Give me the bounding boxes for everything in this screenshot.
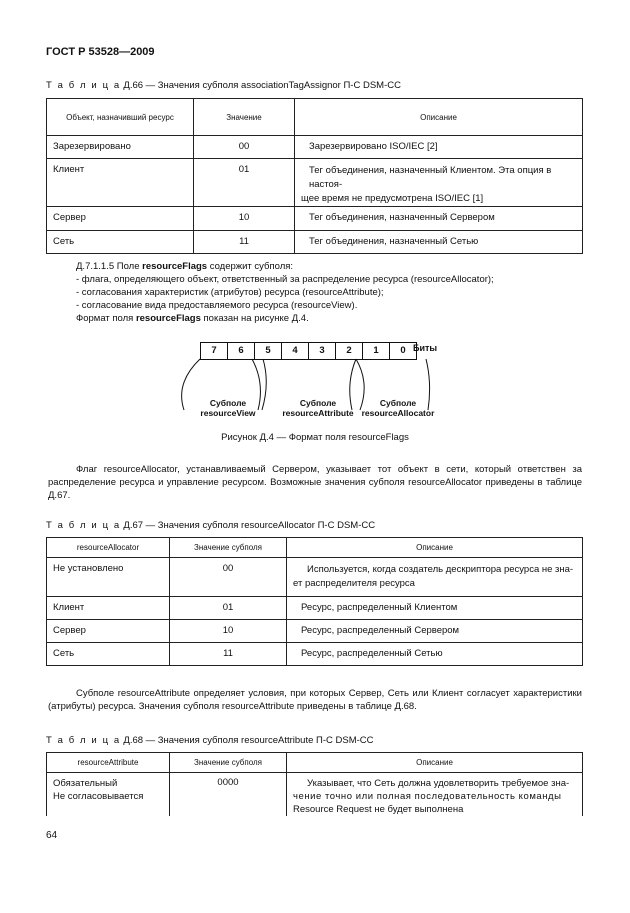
table-cell: Тег объединения, назначенный Сетью [295,231,583,254]
table-cell: Сервер [47,620,170,643]
cell-line: Используется, когда создатель дескриптора ресурса не зна- [307,564,574,575]
table-header-row [47,99,583,136]
table-cell: Ресурс, распределенный Сетью [287,643,583,666]
table-cell: 00 [170,558,287,597]
table-header-cell: Объект, назначивший ресурс [47,99,194,136]
bits-label: Биты [413,343,438,353]
table-cell: Сеть [47,643,170,666]
table-row [47,620,583,643]
table-row [47,773,583,817]
document-header: ГОСТ Р 53528—2009 [46,46,155,58]
text-run: Д.7.1.1.5 Поле [76,261,143,272]
label-line: Субполе [299,398,337,408]
text-run: Формат поля [76,313,136,324]
table-cell: 0000 [170,773,287,817]
list-item: - согласование вида предоставляемого ресурса (resourceView). [76,300,358,311]
table-67-caption [46,520,375,531]
cell-line: Resource Request не будет выполнена [293,804,464,815]
table-cell: 01 [170,597,287,620]
table-row [47,136,583,159]
label-line: Субполе [379,398,417,408]
cell-line: Обязательный [53,778,118,789]
table-67-caption-prefix: Т а б л и ц а [46,520,121,531]
table-cell: 00 [194,136,295,159]
label-line: Субполе [209,398,247,408]
table-header-cell: resourceAllocator [47,538,170,558]
table-row [47,597,583,620]
table-66 [46,98,583,254]
table-cell: Ресурс, распределенный Клиентом [287,597,583,620]
table-cell: Зарезервировано ISO/IEC [2] [295,136,583,159]
table-header-cell: Описание [287,753,583,773]
section-text [76,260,586,325]
list-item: - флага, определяющего объект, ответственный за распределение ресурса (resourceAllocator); [76,274,494,285]
bit-cell: 7 [200,342,228,360]
table-cell: Сервер [47,207,194,231]
bit-cell: 0 [390,342,417,360]
cell-line: Не согласовывается [53,791,144,802]
field-name: resourceFlags [135,313,201,324]
page-number: 64 [46,830,58,841]
label-resource-allocator [352,398,444,418]
table-cell: 10 [194,207,295,231]
table-68-caption [46,735,374,746]
section-line [76,260,586,273]
paragraph: Флаг resourceAllocator, устанавливаемый Сервером, указывает тот объект в сети, который ответствен за распределение ресурса и управление ресурсом. Возможные значения субполя resourceAllocator приведены в таблице Д.67. [48,464,582,501]
table-cell: Ресурс, распределенный Сервером [287,620,583,643]
label-line: resourceAllocator [361,408,435,418]
table-66-caption [46,80,401,91]
table-cell: Тег объединения, назначенный Сервером [295,207,583,231]
table-row [47,207,583,231]
table-68-caption-text: Д.68 — Значения субполя resourceAttribute П-С DSM-CC [123,735,374,746]
bit-cell: 1 [363,342,390,360]
label-line: resourceAttribute [282,408,354,418]
table-cell: 01 [194,159,295,207]
bit-cell: 3 [309,342,336,360]
table-header-row [47,538,583,558]
label-resource-view [183,398,273,418]
table-cell: 10 [170,620,287,643]
cell-line: чение точно или полная последовательность команды [293,791,562,802]
table-cell [287,773,583,817]
table-row [47,231,583,254]
label-line: resourceView [200,408,256,418]
bit-cell: 4 [282,342,309,360]
list-item: - согласования характеристик (атрибутов) ресурса (resourceAttribute); [76,287,384,298]
table-cell: Зарезервировано [47,136,194,159]
table-cell: Сеть [47,231,194,254]
table-66-caption-text: Д.66 — Значения субполя associationTagAssignor П-С DSM-CC [123,80,401,91]
table-cell: 11 [194,231,295,254]
bit-cell: 6 [228,342,255,360]
table-66-caption-prefix: Т а б л и ц а [46,80,121,91]
table-cell [47,773,170,817]
cell-line: ет распределителя ресурса [293,578,415,589]
table-cell: Не установлено [47,558,170,597]
table-cell: Клиент [47,597,170,620]
table-header-row [47,753,583,773]
field-name: resourceFlags [142,261,208,272]
table-header-cell: Описание [295,99,583,136]
table-header-cell: Значение [194,99,295,136]
text-run: содержит субполя: [207,261,294,272]
cell-line: щее время не предусмотрена ISO/IEC [1] [301,193,484,204]
paragraph: Субполе resourceAttribute определяет условия, при которых Сервер, Сеть или Клиент согласует характеристики (атрибуты) ресурса. Значения субполя resourceAttribute приведены в таблице Д.68. [48,688,582,712]
table-row [47,643,583,666]
bit-cell: 5 [255,342,282,360]
table-67 [46,537,583,666]
table-row [47,558,583,597]
cell-line: Указывает, что Сеть должна удовлетворить требуемое зна- [307,778,570,789]
table-header-cell: Значение субполя [170,753,287,773]
bit-cell: 2 [336,342,363,360]
text-run: показан на рисунке Д.4. [200,313,309,324]
table-header-cell: resourceAttribute [47,753,170,773]
table-cell [287,558,583,597]
table-header-cell: Значение субполя [170,538,287,558]
table-cell [295,159,583,207]
table-row [47,159,583,207]
table-header-cell: Описание [287,538,583,558]
figure-caption: Рисунок Д.4 — Формат поля resourceFlags [221,432,409,443]
table-cell: Клиент [47,159,194,207]
table-68-caption-prefix: Т а б л и ц а [46,735,121,746]
table-68 [46,752,583,816]
table-67-caption-text: Д.67 — Значения субполя resourceAllocator П-С DSM-CC [123,520,376,531]
section-line [76,312,586,325]
cell-line: Тег объединения, назначенный Клиентом. Эта опция в настоя- [309,165,552,190]
table-cell: 11 [170,643,287,666]
